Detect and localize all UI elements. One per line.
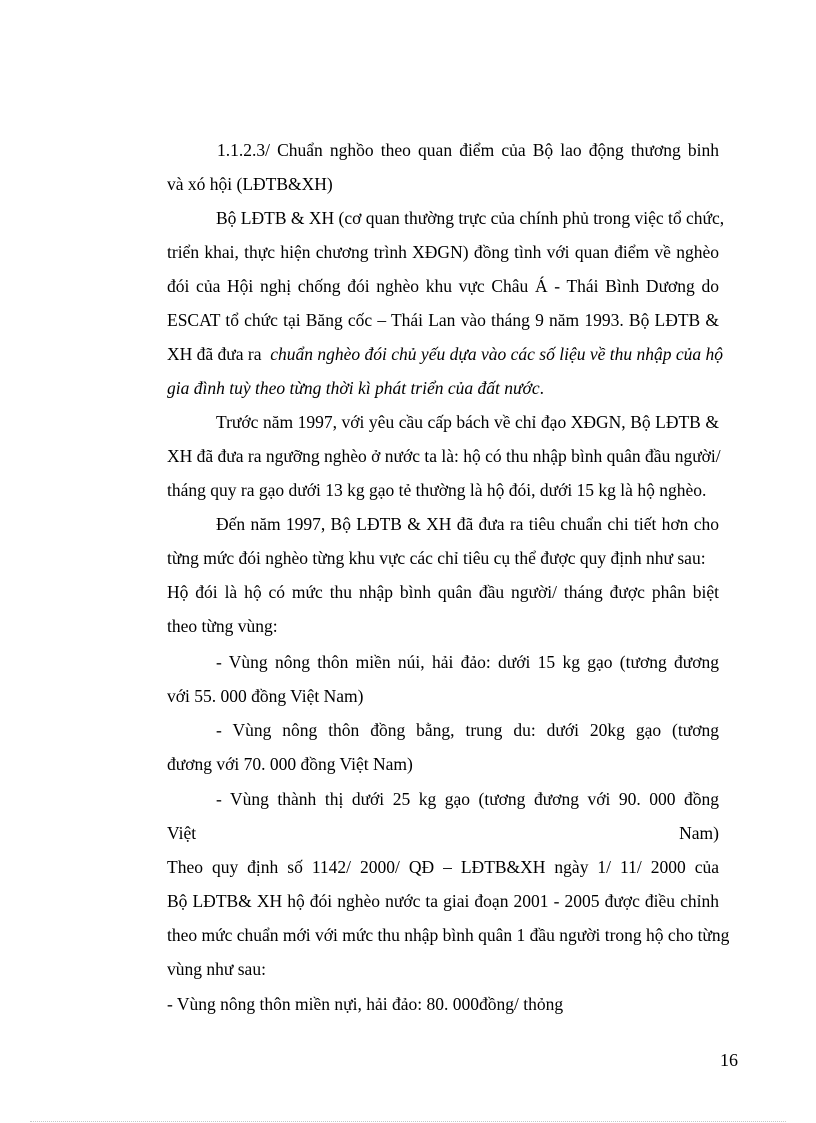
paragraph-5-line-4: vùng như sau:: [167, 959, 266, 979]
paragraph-1-line-6-end: .: [539, 378, 545, 398]
paragraph-4-line-1: Hộ đói là hộ có mức thu nhập bình quân đầu người/ tháng được phân biệt: [167, 582, 719, 602]
paragraph-1-line-6-italic: gia đình tuỳ theo từng thời kì phát triển của đất nước: [167, 378, 540, 398]
bullet-3-line-2: [167, 821, 719, 845]
paragraph-1-line-6: [167, 376, 544, 400]
paragraph-5-line-3: theo mức chuẩn mới với mức thu nhập bình quân 1 đầu người trong hộ cho từng: [167, 925, 730, 945]
paragraph-2-line-2: XH đã đưa ra ngưỡng nghèo ở nước ta là: hộ có thu nhập bình quân đầu người/: [167, 446, 721, 466]
paragraph-3-line-2: từng mức đói nghèo từng khu vực các chỉ tiêu cụ thể được quy định như sau:: [167, 548, 706, 568]
paragraph-1-line-2: triển khai, thực hiện chương trình XĐGN) đồng tình với quan điểm về nghèo: [167, 242, 719, 262]
bullet-2-line-2: đương với 70. 000 đồng Việt Nam): [167, 754, 413, 774]
paragraph-1-line-5: [167, 342, 723, 366]
paragraph-3-line-1: Đến năm 1997, Bộ LĐTB & XH đã đưa ra tiêu chuẩn chi tiết hơn cho: [216, 514, 719, 534]
page-bottom-divider: [30, 1121, 786, 1122]
bullet-3-line-2-right: Nam): [679, 823, 719, 843]
paragraph-2-line-1: Trước năm 1997, với yêu cầu cấp bách về chỉ đạo XĐGN, Bộ LĐTB &: [216, 412, 719, 432]
bullet-3-line-2-left: Việt: [167, 823, 197, 843]
paragraph-1-line-5-italic: chuẩn nghèo đói chủ yếu dựa vào các số liệu về thu nhập của hộ: [270, 344, 724, 364]
bullet-1-line-2: với 55. 000 đồng Việt Nam): [167, 686, 364, 706]
section-heading-line-1: 1.1.2.3/ Chuẩn nghồo theo quan điểm của Bộ lao động thương binh: [217, 140, 719, 160]
bullet-2-line-1: - Vùng nông thôn đồng bằng, trung du: dưới 20kg gạo (tương: [216, 720, 719, 740]
paragraph-1-line-5-lead: XH đã đưa ra: [167, 344, 262, 364]
paragraph-5-line-1: Theo quy định số 1142/ 2000/ QĐ – LĐTB&XH ngày 1/ 11/ 2000 của: [167, 857, 719, 877]
bullet-1-line-1: - Vùng nông thôn miền núi, hải đảo: dưới 15 kg gạo (tương đương: [216, 652, 719, 672]
paragraph-2-line-3: tháng quy ra gạo dưới 13 kg gạo tẻ thường là hộ đói, dưới 15 kg là hộ nghèo.: [167, 480, 707, 500]
last-line: - Vùng nông thôn miền nựi, hải đảo: 80. 000đồng/ thỏng: [167, 994, 564, 1014]
paragraph-1-line-4: ESCAT tổ chức tại Băng cốc – Thái Lan vào tháng 9 năm 1993. Bộ LĐTB &: [167, 310, 719, 330]
paragraph-5-line-2: Bộ LĐTB& XH hộ đói nghèo nước ta giai đoạn 2001 - 2005 được điều chỉnh: [167, 891, 719, 911]
paragraph-4-line-2: theo từng vùng:: [167, 616, 278, 636]
section-heading-line-2: và xó hội (LĐTB&XH): [167, 174, 333, 194]
page-number: 16: [720, 1050, 738, 1070]
paragraph-1-line-3: đói của Hội nghị chống đói nghèo khu vực Châu Á - Thái Bình Dương do: [167, 276, 719, 296]
bullet-3-line-1: - Vùng thành thị dưới 25 kg gạo (tương đương với 90. 000 đồng: [216, 789, 719, 809]
paragraph-1-line-1: Bộ LĐTB & XH (cơ quan thường trực của chính phủ trong việc tổ chức,: [216, 208, 725, 228]
